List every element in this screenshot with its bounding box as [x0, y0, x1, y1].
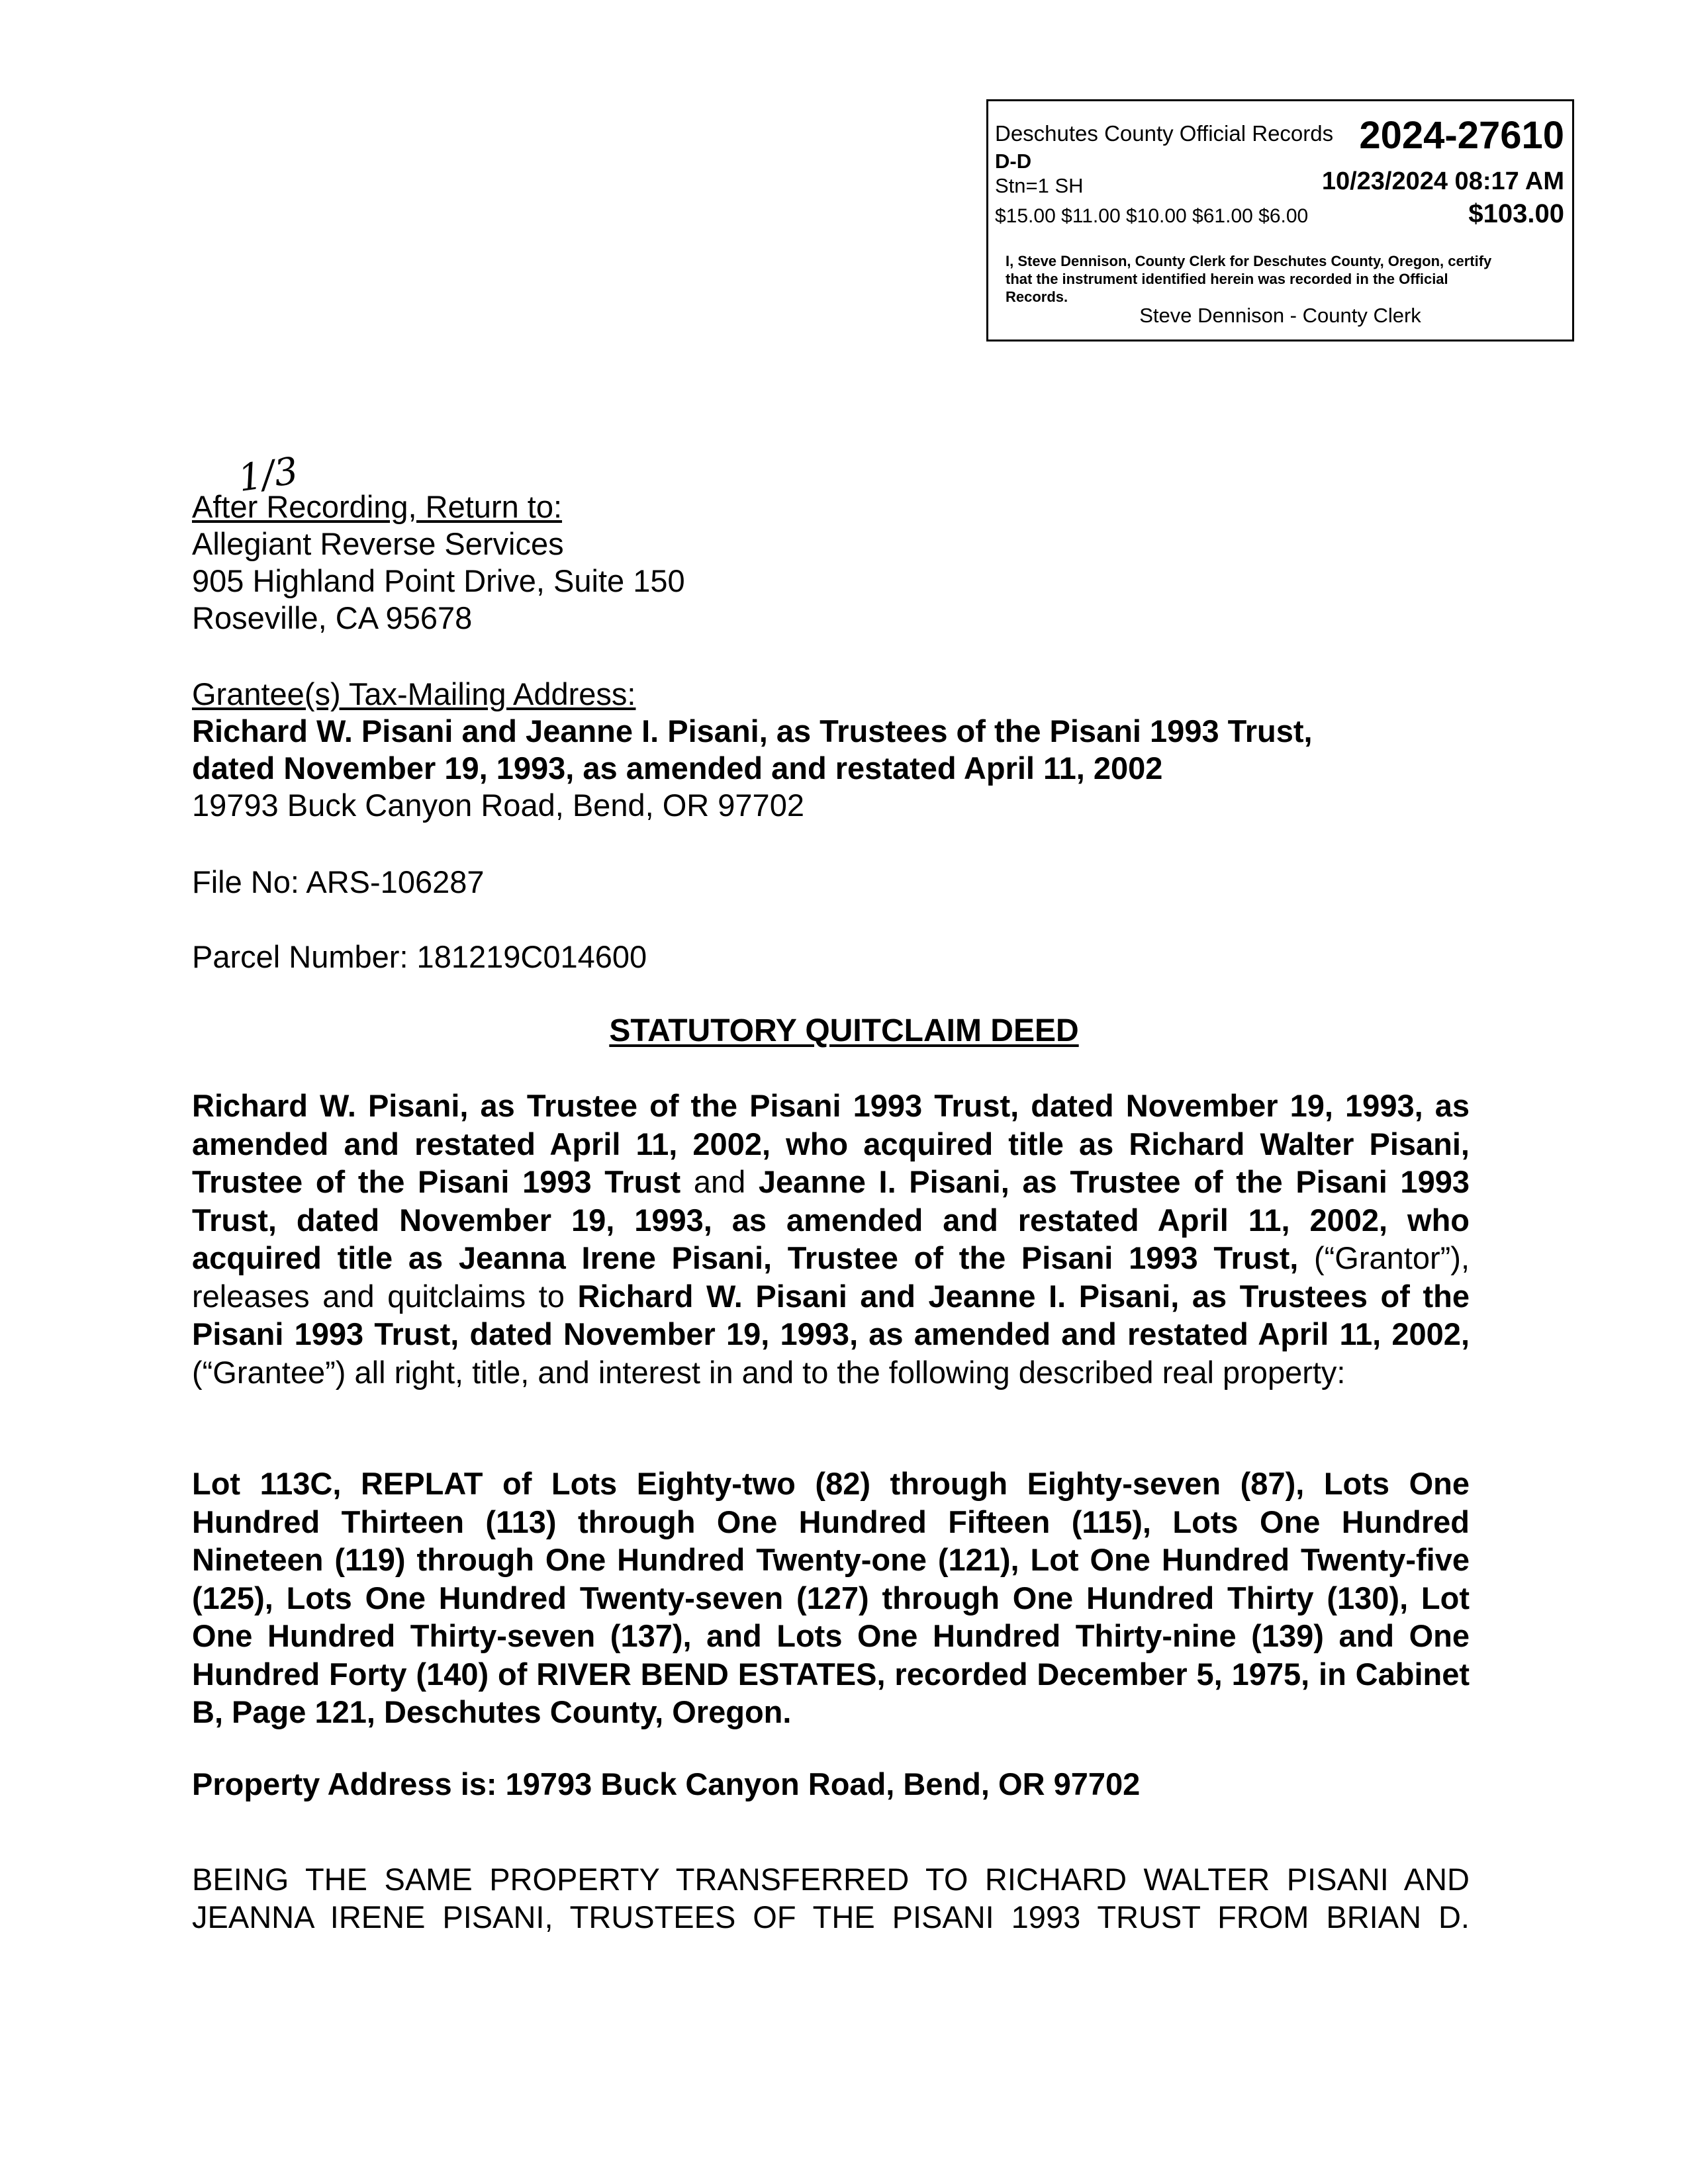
property-address: Property Address is: 19793 Buck Canyon Road, Bend, OR 97702 — [192, 1766, 1141, 1801]
grantee-mailing-heading: Grantee(s) Tax-Mailing Address: — [192, 676, 636, 711]
conveyance-tail-text: (“Grantee”) all right, title, and interest in and to the following described real property: — [192, 1354, 1346, 1390]
conjunction-text: and — [680, 1164, 759, 1199]
return-to-heading: After Recording, Return to: — [192, 489, 563, 524]
recording-stamp — [986, 99, 1574, 341]
stamp-clerk: Steve Dennison - County Clerk — [1139, 304, 1421, 327]
releases-text: (“Grantor”), releases and quitclaims to — [192, 1240, 1470, 1314]
handwritten-note: 1/3 — [235, 449, 301, 500]
being-clause-line-2: JEANNA IRENE PISANI, TRUSTEES OF THE PISANI 1993 TRUST FROM BRIAN D. — [192, 1899, 1470, 1934]
grantee-mailing-address: 19793 Buck Canyon Road, Bend, OR 97702 — [192, 788, 804, 823]
grantee-text: Richard W. Pisani and Jeanne I. Pisani, as Trustees of the Pisani 1993 Trust, dated November 19, 1993, as amended and restated April 11, 2002, — [192, 1278, 1470, 1351]
return-to-name: Allegiant Reverse Services — [192, 526, 564, 561]
legal-description: Lot 113C, REPLAT of Lots Eighty-two (82) through Eighty-seven (87), Lots One Hundred Thirteen (113) through One Hundred Fifteen (115), Lots One Hundred Nineteen (119) through One Hundred Twenty-one (121), Lot One Hundred Twenty-five (125), Lots One Hundred Twenty-seven (127) through One Hundred Thirty (130), Lot One Hundred Thirty-seven (137), and Lots One Hundred Thirty-nine (139) and One Hundred Forty (140) of RIVER BEND ESTATES, recorded December 5, 1975, in Cabinet B, Page 121, Deschutes County, Oregon. — [192, 1466, 1470, 1729]
being-clause-line-1: BEING THE SAME PROPERTY TRANSFERRED TO RICHARD WALTER PISANI AND — [192, 1862, 1470, 1897]
stamp-datetime: 10/23/2024 08:17 AM — [1321, 167, 1564, 195]
parcel-number: Parcel Number: 181219C014600 — [192, 939, 647, 974]
grantor-2-text: Jeanne I. Pisani, as Trustee of the Pisani 1993 Trust, dated November 19, 1993, as amended and restated April 11, 2002, who acquired title as Jeanna Irene Pisani, Trustee of the Pisani 1993 Trust, — [192, 1164, 1470, 1275]
stamp-fees: $15.00 $11.00 $10.00 $61.00 $6.00 — [995, 205, 1309, 227]
conveyance-paragraph — [192, 1087, 1470, 1391]
grantor-text: Richard W. Pisani, as Trustee of the Pisani 1993 Trust, dated November 19, 1993, as amended and restated April 11, 2002, who acquired title as Richard Walter Pisani, Trustee of the Pisani 1993 Trust — [192, 1088, 1470, 1199]
grantee-mailing-name-1: Richard W. Pisani and Jeanne I. Pisani, as Trustees of the Pisani 1993 Trust, — [192, 713, 1313, 749]
stamp-certification: I, Steve Dennison, County Clerk for Deschutes County, Oregon, certify that the instrument identified herein was recorded in the Official Records. — [1006, 253, 1492, 305]
stamp-station: Stn=1 SH — [995, 174, 1084, 197]
stamp-document-number: 2024-27610 — [1359, 114, 1564, 157]
return-to-street: 905 Highland Point Drive, Suite 150 — [192, 563, 685, 598]
deed-title: STATUTORY QUITCLAIM DEED — [609, 1013, 1079, 1048]
return-to-city: Roseville, CA 95678 — [192, 600, 473, 635]
stamp-total: $103.00 — [1468, 199, 1564, 228]
file-number: File No: ARS-106287 — [192, 864, 485, 899]
stamp-document-type: D-D — [995, 150, 1032, 173]
grantee-mailing-name-2: dated November 19, 1993, as amended and restated April 11, 2002 — [192, 751, 1163, 786]
stamp-county-records: Deschutes County Official Records — [995, 121, 1334, 146]
